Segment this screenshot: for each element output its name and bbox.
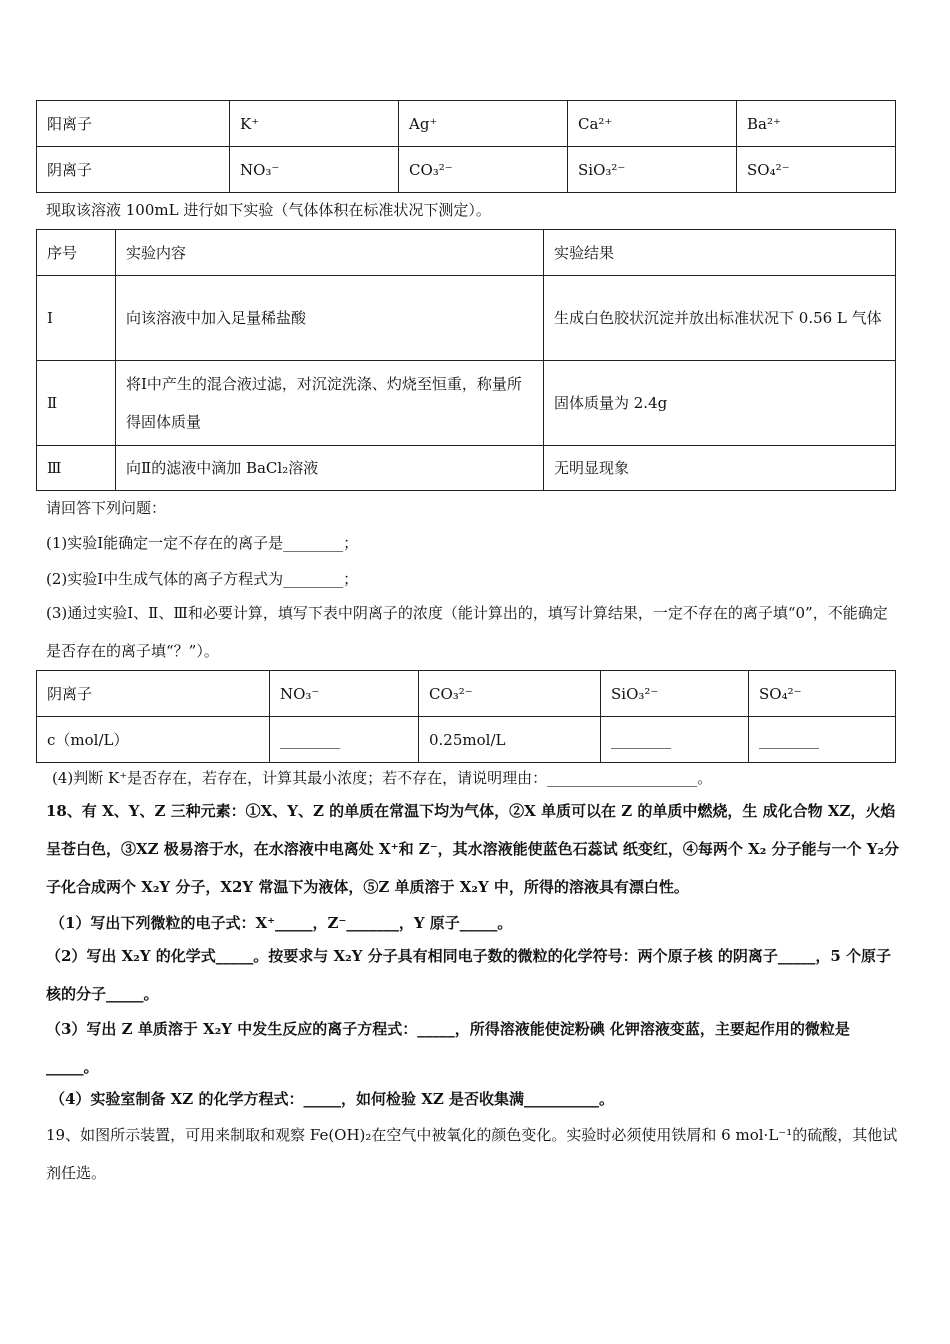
table-header: 序号 <box>37 230 116 276</box>
blank-field: ________ <box>270 717 419 763</box>
table-cell: 阳离子 <box>37 101 230 147</box>
ion-table <box>36 100 896 193</box>
blank-field: ________ <box>601 717 749 763</box>
table-row <box>37 671 896 717</box>
table-cell: 向该溶液中加入足量稀盐酸 <box>116 276 544 361</box>
table-cell: SO₄²⁻ <box>737 147 896 193</box>
table-cell: 阴离子 <box>37 147 230 193</box>
table-cell: c（mol/L） <box>37 717 270 763</box>
table-cell: SiO₃²⁻ <box>568 147 737 193</box>
table-cell: 固体质量为 2.4g <box>544 361 896 446</box>
table-row <box>37 276 896 361</box>
table-cell: 无明显现象 <box>544 446 896 491</box>
table-cell: CO₃²⁻ <box>419 671 601 717</box>
question-4: (4)判断 K⁺是否存在，若存在，计算其最小浓度；若不存在，请说明理由：____________________。 <box>52 769 713 787</box>
problem-18-part-2: （2）写出 X₂Y 的化学式_____。按要求与 X₂Y 分子具有相同电子数的微粒的化学符号：两个原子核 的阴离子_____，5 个原子核的分子_____。 <box>46 947 892 1003</box>
table-cell: 向Ⅱ的滤液中滴加 BaCl₂溶液 <box>116 446 544 491</box>
table-cell: NO₃⁻ <box>230 147 399 193</box>
table-cell: 0.25mol/L <box>419 717 601 763</box>
intro-text: 现取该溶液 100mL 进行如下实验（气体体积在标准状况下测定）。 <box>46 201 491 219</box>
problem-18-part-1: （1）写出下列微粒的电子式：X⁺_____，Z⁻_______，Y 原子_____。 <box>50 914 513 932</box>
table-row <box>37 717 896 763</box>
table-cell: SiO₃²⁻ <box>601 671 749 717</box>
table-header: 实验内容 <box>116 230 544 276</box>
table-cell: 生成白色胶状沉淀并放出标准状况下 0.56 L 气体 <box>544 276 896 361</box>
table-row <box>37 446 896 491</box>
table-row <box>37 230 896 276</box>
table-cell: Ⅱ <box>37 361 116 446</box>
table-cell: NO₃⁻ <box>270 671 419 717</box>
table-cell: SO₄²⁻ <box>749 671 896 717</box>
table-cell: K⁺ <box>230 101 399 147</box>
table-cell: Ca²⁺ <box>568 101 737 147</box>
problem-18-part-3: （3）写出 Z 单质溶于 X₂Y 中发生反应的离子方程式：_____，所得溶液能使淀粉碘 化钾溶液变蓝，主要起作用的微粒是_____。 <box>46 1020 850 1076</box>
blank-field: ________ <box>749 717 896 763</box>
table-row <box>37 361 896 446</box>
problem-18-part-4: （4）实验室制备 XZ 的化学方程式：_____，如何检验 XZ 是否收集满__________。 <box>50 1090 615 1108</box>
problem-18: 18、有 X、Y、Z 三种元素：①X、Y、Z 的单质在常温下均为气体，②X 单质可以在 Z 的单质中燃烧，生 成化合物 XZ，火焰呈苍白色，③XZ 极易溶于水，在水溶液中电离处 X⁺和 Z⁻，其水溶液能使蓝色石蕊试 纸变红，④每两个 X₂ 分子能与一个 Y₂分子化合成两个 X₂Y 分子，X2Y 常温下为液体，⑤Z 单质溶于 X₂Y 中，所得的溶液具有漂白性。 <box>46 802 900 896</box>
table-cell: 将Ⅰ中产生的混合液过滤，对沉淀洗涤、灼烧至恒重，称量所得固体质量 <box>116 361 544 446</box>
concentration-table <box>36 670 896 763</box>
table-row <box>37 101 896 147</box>
table-row <box>37 147 896 193</box>
problem-19: 19、如图所示装置，可用来制取和观察 Fe(OH)₂在空气中被氧化的颜色变化。实验时必须使用铁屑和 6 mol·L⁻¹的硫酸，其他试剂任选。 <box>46 1126 898 1182</box>
question-3: (3)通过实验Ⅰ、Ⅱ、Ⅲ和必要计算，填写下表中阴离子的浓度（能计算出的，填写计算结果，一定不存在的离子填“0”，不能确定是否存在的离子填“？”）。 <box>46 604 888 660</box>
question-2: (2)实验Ⅰ中生成气体的离子方程式为________； <box>46 570 359 588</box>
experiment-table <box>36 229 896 491</box>
question-intro: 请回答下列问题： <box>46 499 167 517</box>
question-1: (1)实验Ⅰ能确定一定不存在的离子是________； <box>46 534 359 552</box>
table-header: 实验结果 <box>544 230 896 276</box>
table-cell: 阴离子 <box>37 671 270 717</box>
table-cell: Ⅰ <box>37 276 116 361</box>
table-cell: CO₃²⁻ <box>399 147 568 193</box>
table-cell: Ag⁺ <box>399 101 568 147</box>
table-cell: Ⅲ <box>37 446 116 491</box>
table-cell: Ba²⁺ <box>737 101 896 147</box>
